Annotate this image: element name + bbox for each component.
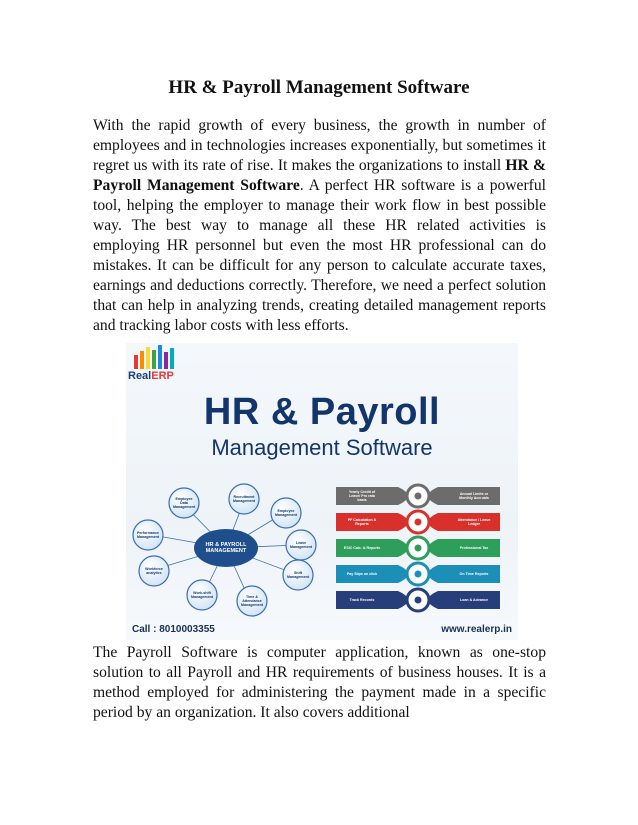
product-name-bold: HR & Payroll Management Software (93, 157, 547, 194)
module-node (271, 498, 301, 528)
svg-text:Workforceanalytics: Workforce analytics (145, 567, 163, 575)
module-node (286, 530, 316, 560)
module-node (139, 556, 169, 586)
banner-title: HR & Payroll (203, 391, 441, 433)
feature-icon (415, 545, 422, 552)
svg-text:Pay Slips on click: Pay Slips on click (346, 572, 378, 576)
svg-text:Professional Tax: Professional Tax (459, 546, 489, 550)
module-node (169, 488, 199, 518)
feature-ribbon (336, 511, 500, 533)
product-banner-image (126, 343, 518, 640)
svg-text:Attendance / LeaveLedger: Attendance / Leave Ledger (457, 518, 491, 526)
feature-icon (415, 571, 422, 578)
call-number: Call : 8010003355 (132, 624, 215, 635)
svg-text:LeaveManagement: Leave Management (290, 541, 312, 549)
svg-text:Loan & Advance: Loan & Advance (459, 598, 489, 602)
feature-ribbon (336, 589, 500, 611)
module-node (283, 560, 313, 590)
logo-wordmark: RealERP (128, 370, 174, 382)
feature-ribbon (336, 537, 500, 559)
module-node (133, 520, 163, 550)
svg-text:Work-shiftManagement: Work-shift Management (191, 591, 213, 599)
feature-icon (415, 519, 422, 526)
banner-subtitle: Management Software (211, 435, 433, 460)
svg-text:On Time Reports: On Time Reports (459, 572, 489, 576)
svg-text:Time &AttendanceManagement: Time & Attendance Management (241, 595, 263, 607)
svg-text:Track Records: Track Records (349, 598, 375, 602)
intro-text-start: With the rapid growth of every business, the growth in number of employees and in technologies increases exponentially, but sometimes it regret us with its rate of rise. It makes the organizations to install (93, 117, 546, 174)
svg-text:ShiftManagement: Shift Management (287, 571, 309, 579)
bar-chart-logo-icon (132, 345, 182, 369)
svg-text:HR & PAYROLLMANAGEMENT: HR & PAYROLL MANAGEMENT (205, 541, 247, 555)
module-node (237, 586, 267, 616)
svg-text:Yearly Credit ofLeave/ Pro rat: Yearly Credit of Leave/ Pro rata basis (348, 490, 376, 502)
svg-text:PF Calculation &Reports: PF Calculation & Reports (347, 518, 377, 526)
realerp-logo (128, 345, 188, 383)
hr-module-diagram (126, 483, 518, 623)
page-title: HR & Payroll Management Software (168, 77, 470, 98)
module-node (187, 580, 217, 610)
feature-ribbon (336, 563, 500, 585)
svg-text:RecruitmentManagement: Recruitment Management (233, 495, 255, 503)
feature-ribbons (336, 485, 500, 611)
feature-ribbon (336, 485, 500, 507)
svg-text:PerformanceManagement: Performance Management (137, 531, 159, 539)
feature-icon (415, 493, 422, 500)
svg-text:ESIC Calc. & Reports: ESIC Calc. & Reports (343, 546, 381, 550)
svg-text:Annual Limits orMonthly Accrua: Annual Limits or Monthly Accruals (459, 492, 489, 500)
module-node (229, 484, 259, 514)
feature-icon (415, 597, 422, 604)
intro-paragraph (93, 116, 546, 336)
website-url: www.realerp.in (441, 624, 512, 635)
svg-text:EmployeeManagement: Employee Management (275, 509, 297, 517)
payroll-paragraph: The Payroll Software is computer application, known as one-stop solution to all Payroll and HR requirements of business houses. It is a method employed for administering the payment made in a specific period by an organization. It also covers additional (93, 644, 546, 721)
svg-text:EmployeeDataManagement: Employee Data Management (173, 497, 195, 509)
intro-text-end: . A perfect HR software is a powerful tool, helping the employer to manage their work flow in best possible way. The best way to manage all these HR related activities is employing HR personnel but even the most HR professional can do mistakes. It can be difficult for any person to calculate accurate taxes, earnings and deductions correctly. Therefore, we need a perfect solution that can help in analyzing trends, creating detailed management reports and tracking labor costs with less efforts. (93, 177, 546, 334)
